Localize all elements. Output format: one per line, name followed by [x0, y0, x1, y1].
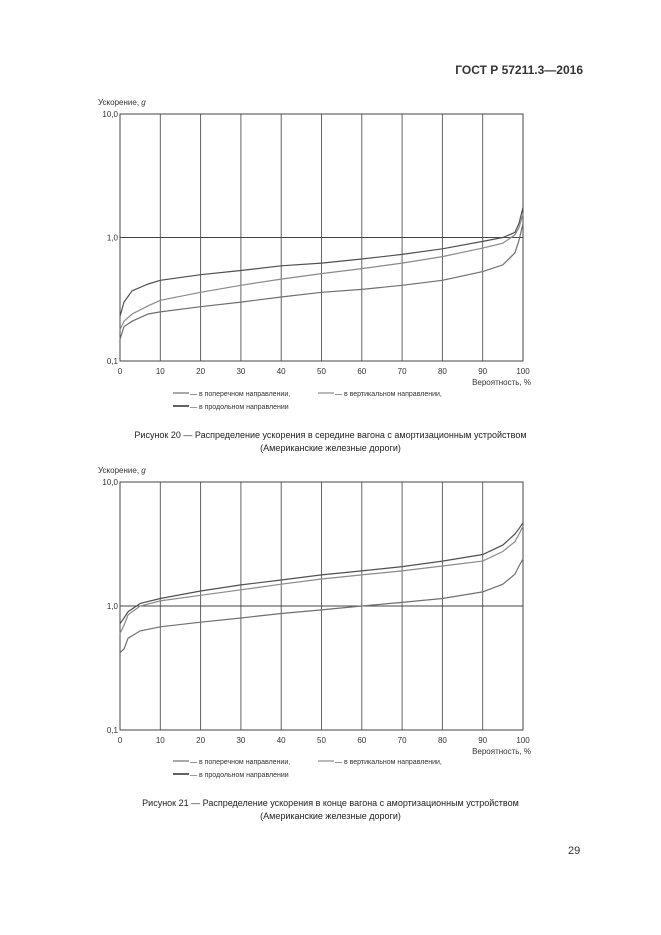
chart0-x-tick-label: 50	[317, 367, 326, 376]
chart1-y-axis-label	[98, 466, 146, 475]
chart0-x-tick-label: 70	[397, 367, 407, 376]
chart0-x-tick-label: 60	[357, 367, 367, 376]
chart0-y-axis-unit: g	[141, 98, 146, 107]
chart1-legend-label-2: — в вертикальном направлении,	[335, 759, 442, 766]
figure-21-caption-line2: (Американские железные дороги)	[260, 811, 401, 821]
chart1-y-axis-label-text: Ускорение,	[98, 466, 142, 475]
chart0-legend-label-1: — в поперечном направлении,	[190, 391, 291, 398]
chart0-y-tick-label: 0,1	[106, 357, 118, 366]
chart1-x-tick-label: 90	[478, 736, 488, 745]
chart1-x-tick-label: 40	[276, 736, 286, 745]
chart0-y-axis-label-text: Ускорение,	[98, 98, 142, 107]
chart1-y-tick-label: 10,0	[102, 478, 118, 487]
chart0-x-tick-label: 80	[437, 367, 447, 376]
standard-code-header: ГОСТ Р 57211.3—2016	[455, 63, 583, 77]
figure-20-caption-line2: (Американские железные дороги)	[260, 443, 401, 453]
chart1-y-tick-label: 0,1	[106, 726, 118, 735]
figure-21-caption-line1: Рисунок 21 — Распределение ускорения в конце вагона с амортизационным устройством	[142, 798, 519, 808]
chart1-x-tick-label: 30	[236, 736, 246, 745]
chart0-y-tick-label: 1,0	[106, 233, 118, 243]
chart1-x-tick-label: 80	[437, 736, 447, 745]
chart0-x-tick-label: 20	[196, 367, 206, 376]
chart1-y-tick-label: 1,0	[106, 602, 118, 611]
chart0-x-tick-label: 40	[276, 367, 286, 376]
chart1-x-tick-label: 100	[516, 736, 530, 745]
figure-21-caption	[0, 797, 661, 823]
chart1-legend-label-3: — в продольном направлении	[190, 772, 289, 779]
chart1-legend-label-1: — в поперечном направлении,	[190, 759, 291, 766]
chart1-y-axis-unit: g	[141, 466, 146, 475]
chart0-legend-label-3: — в продольном направлении	[190, 404, 289, 411]
chart0-x-tick-label: 10	[155, 367, 165, 376]
chart0-legend-label-2: — в вертикальном направлении,	[335, 391, 442, 398]
chart0-x-axis-label: Вероятность, %	[472, 378, 531, 387]
chart1-x-axis-label: Вероятность, %	[472, 747, 531, 756]
chart1-x-tick-label: 0	[117, 736, 123, 745]
chart1-x-tick-label: 50	[317, 736, 326, 745]
chart0-x-tick-label: 100	[516, 367, 530, 376]
chart0-x-tick-label: 90	[478, 367, 488, 376]
chart0-x-tick-label: 0	[117, 367, 123, 376]
chart1-x-tick-label: 20	[196, 736, 206, 745]
figure-20-caption-line1: Рисунок 20 — Распределение ускорения в середине вагона с амортизационным устройством	[134, 430, 527, 440]
chart0-x-tick-label: 30	[236, 367, 246, 376]
chart1-x-tick-label: 60	[357, 736, 367, 745]
chart0-y-tick-label: 10,0	[102, 110, 118, 119]
chart1-x-tick-label: 10	[155, 736, 165, 745]
page-number: 29	[568, 845, 581, 857]
chart1-x-tick-label: 70	[397, 736, 407, 745]
